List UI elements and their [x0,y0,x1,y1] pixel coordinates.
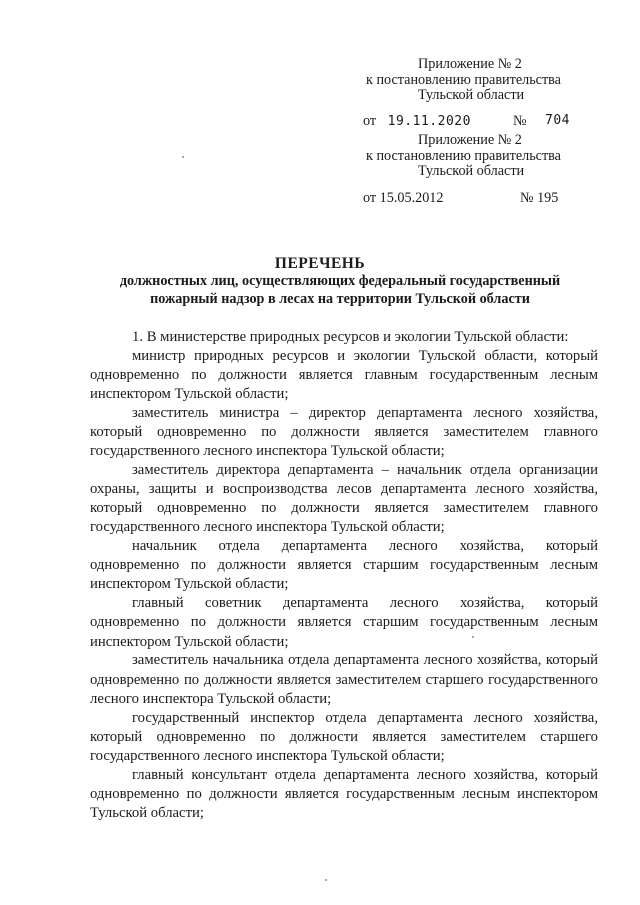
list-item: государственный инспектор отдела департамента лесного хозяйства, который одновременно по должности является заместителем старшего государственного лесного инспектора Тульской области; [90,709,598,764]
appendix-current-number: 704 [545,113,570,128]
list-item: главный консультант отдела департамента лесного хозяйства, который одновременно по должности является государственным лесным инспектором Тульской области; [90,766,598,821]
appendix-current-line3: Тульской области [418,87,525,103]
appendix-original-date: от 15.05.2012 [363,190,444,206]
appendix-current-line2: к постановлению правительства [366,71,561,88]
number-label: № [513,113,527,129]
appendix-current-line1: Приложение № 2 [418,56,522,72]
list-item: начальник отдела департамента лесного хозяйства, который одновременно по должности является старшим государственным лесным инспектором Тульской области; [90,538,598,593]
document-body [90,328,598,823]
appendix-original-line2: к постановлению правительства [366,147,561,164]
scan-speck [472,636,474,638]
list-item: министр природных ресурсов и экологии Тульской области, который одновременно по должности является главным государственным лесным инспектором Тульской области; [90,347,598,403]
list-item: заместитель министра – директор департамента лесного хозяйства, который одновременно по должности является заместителем главного государственного лесного инспектора Тульской области; [90,405,598,460]
appendix-original-date-row [363,190,603,207]
appendix-current-date: 19.11.2020 [387,114,471,129]
appendix-original-header [366,133,596,180]
subtitle-line2: пожарный надзор в лесах на территории Тульской области [150,291,530,307]
list-item: главный советник департамента лесного хозяйства, который одновременно по должности является старшим государственным лесным инспектором Тульской области; [90,595,598,650]
appendix-current-date-row [363,113,603,130]
appendix-original-number: № 195 [520,190,559,206]
appendix-current-header [366,57,596,104]
subtitle-line1: должностных лиц, осуществляющих федеральный государственный [119,273,561,289]
document-subtitle [80,272,600,308]
scan-speck [182,156,184,158]
list-item: заместитель начальника отдела департамента лесного хозяйства, который одновременно по должности является заместителем старшего государственного лесного инспектора Тульской области; [90,652,598,707]
scan-speck [325,879,327,881]
document-title: ПЕРЕЧЕНЬ [274,255,366,272]
list-item: заместитель директора департамента – начальник отдела организации охраны, защиты и воспроизводства лесов департамента лесного хозяйства, который одновременно по должности является заместителем главного государственного лесного инспектора Тульской области; [90,462,598,536]
appendix-original-line3: Тульской области [418,163,525,179]
appendix-original-line1: Приложение № 2 [418,132,522,148]
section-heading: 1. В министерстве природных ресурсов и экологии Тульской области: [132,329,569,345]
date-prefix: от [363,113,377,129]
